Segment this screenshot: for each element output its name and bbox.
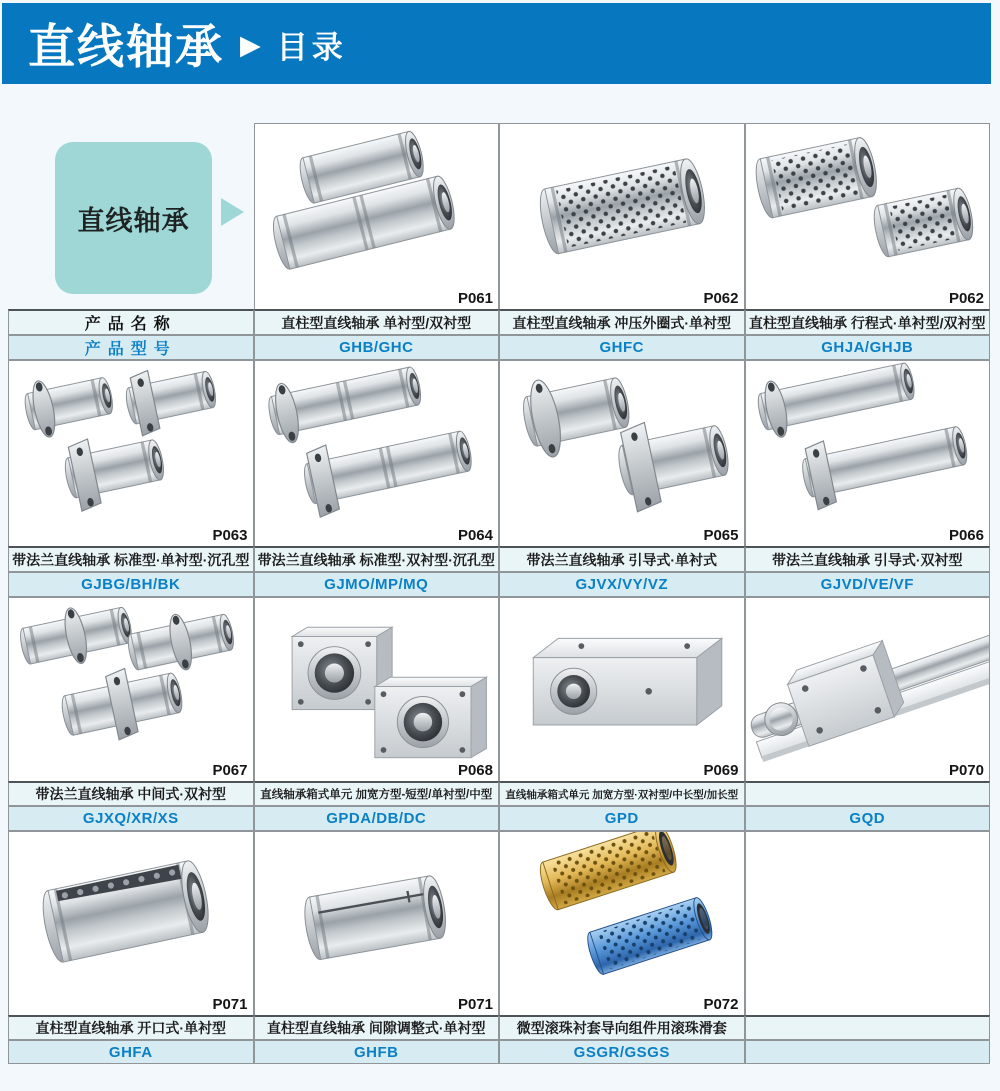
product-name-cell[interactable] — [8, 1015, 254, 1040]
product-image-cell[interactable] — [254, 123, 500, 309]
product-name: 直线轴承箱式单元 加宽方型·双衬型/中长型/加长型 — [505, 788, 739, 801]
product-model-cell[interactable] — [499, 806, 745, 831]
product-name-cell[interactable] — [745, 309, 991, 335]
product-image-cell[interactable] — [8, 597, 254, 781]
page-number: P069 — [703, 762, 739, 779]
product-model-cell[interactable] — [254, 806, 500, 831]
product-photo — [746, 124, 990, 303]
product-name-cell[interactable] — [8, 546, 254, 572]
product-model-cell[interactable] — [499, 1040, 745, 1064]
product-model-cell[interactable] — [499, 572, 745, 597]
product-name: 带法兰直线轴承 标准型·双衬型·沉孔型 — [257, 551, 495, 568]
product-model-cell[interactable] — [254, 1040, 500, 1064]
product-name-cell[interactable] — [254, 1015, 500, 1040]
product-model: GPDA/DB/DC — [326, 810, 427, 827]
page-number: P065 — [703, 527, 739, 544]
product-name-cell[interactable] — [254, 546, 500, 572]
product-model: GHB/GHC — [339, 339, 414, 356]
product-name: 直柱型直线轴承 间隙调整式·单衬型 — [266, 1020, 486, 1036]
product-model-cell[interactable] — [745, 806, 991, 831]
product-model-cell[interactable] — [8, 572, 254, 597]
product-photo — [500, 361, 744, 540]
product-model-cell[interactable] — [8, 806, 254, 831]
page-number: P064 — [457, 527, 493, 544]
name-header-label: 产品名称 — [84, 316, 177, 333]
page-number: P067 — [212, 762, 248, 779]
page-title: 直线轴承 — [28, 20, 224, 73]
product-image-cell[interactable] — [499, 360, 745, 546]
name-column-header — [8, 309, 254, 335]
product-model: GPD — [604, 810, 639, 827]
product-image-cell[interactable] — [254, 597, 500, 781]
product-photo — [255, 832, 499, 1009]
page-number: P071 — [212, 996, 248, 1013]
page-number: P070 — [948, 762, 984, 779]
product-photo — [9, 832, 253, 1009]
product-image-cell[interactable] — [499, 597, 745, 781]
page-number: P072 — [703, 996, 739, 1013]
product-name: 带法兰直线轴承 引导式·单衬式 — [526, 551, 718, 568]
product-photo — [9, 598, 253, 775]
product-image-cell[interactable] — [499, 831, 745, 1015]
product-name: 微型滚珠衬套导向组件用滚珠滑套 — [516, 1020, 727, 1036]
product-model-cell[interactable] — [499, 335, 745, 360]
product-name: 直线轴承箱式单元 加宽方型-短型/单衬型/中型 — [260, 789, 493, 801]
model-header-label: 产品型号 — [84, 341, 177, 358]
product-image-cell[interactable] — [8, 360, 254, 546]
product-name-cell[interactable] — [254, 781, 500, 806]
product-model: GJMO/MP/MQ — [324, 576, 429, 593]
product-name-cell[interactable] — [745, 546, 991, 572]
product-model: GJBG/BH/BK — [81, 576, 181, 593]
product-image-cell[interactable] — [745, 360, 991, 546]
product-image-cell[interactable] — [745, 597, 991, 781]
product-photo — [500, 124, 744, 303]
product-model: GJVX/VY/VZ — [575, 576, 669, 593]
product-model: GSGR/GSGS — [573, 1043, 670, 1061]
product-image-cell[interactable] — [254, 831, 500, 1015]
product-name: 带法兰直线轴承 引导式·双衬型 — [771, 551, 963, 568]
page-number: P061 — [457, 290, 493, 307]
product-image-cell[interactable] — [8, 831, 254, 1015]
product-model: GJVD/VE/VF — [820, 576, 914, 593]
product-model: GHFB — [354, 1043, 399, 1061]
page-number: P063 — [212, 527, 248, 544]
page-subtitle: 目录 — [276, 30, 347, 65]
product-photo — [746, 361, 990, 540]
product-name-cell[interactable] — [499, 309, 745, 335]
page-number: P066 — [948, 527, 984, 544]
product-photo — [746, 598, 990, 775]
catalog-table — [8, 123, 990, 1064]
page-number: P071 — [457, 996, 493, 1013]
product-photo — [746, 832, 990, 1009]
product-name: 直柱型直线轴承 单衬型/双衬型 — [281, 314, 472, 331]
product-name-cell[interactable] — [499, 781, 745, 806]
product-model-cell[interactable] — [254, 572, 500, 597]
product-photo — [9, 361, 253, 540]
product-model-cell[interactable] — [254, 335, 500, 360]
page-number: P062 — [948, 290, 984, 307]
product-photo — [255, 598, 499, 775]
product-model: GHFA — [108, 1043, 153, 1061]
product-model-cell[interactable] — [745, 335, 991, 360]
product-image-cell[interactable] — [254, 360, 500, 546]
product-photo — [255, 124, 499, 303]
product-name-cell[interactable] — [499, 1015, 745, 1040]
product-name-cell[interactable] — [499, 546, 745, 572]
product-photo — [500, 832, 744, 1009]
page-number: P068 — [457, 762, 493, 779]
product-name: 直柱型直线轴承 开口式·单衬型 — [35, 1020, 227, 1036]
product-model: GJXQ/XR/XS — [82, 810, 179, 827]
product-name-cell[interactable] — [745, 781, 991, 806]
page-number: P062 — [703, 290, 739, 307]
product-model: GHJA/GHJB — [821, 339, 914, 356]
arrow-icon: ▶ — [240, 30, 261, 60]
product-photo — [255, 361, 499, 540]
product-name: 带法兰直线轴承 中间式·双衬型 — [35, 786, 227, 802]
product-image-cell[interactable] — [745, 831, 991, 1015]
product-name-cell[interactable] — [254, 309, 500, 335]
product-name: 直柱型直线轴承 冲压外圈式·单衬型 — [512, 314, 732, 331]
product-name: 带法兰直线轴承 标准型·单衬型·沉孔型 — [12, 551, 250, 568]
product-model: GQD — [849, 810, 886, 827]
header-bar — [2, 3, 991, 84]
product-name: 直柱型直线轴承 行程式·单衬型/双衬型 — [749, 314, 986, 331]
product-model-cell[interactable] — [745, 572, 991, 597]
model-column-header — [8, 335, 254, 360]
product-photo — [500, 598, 744, 775]
product-model: GHFC — [599, 339, 644, 356]
product-name-cell[interactable] — [8, 781, 254, 806]
product-image-cell[interactable] — [745, 123, 991, 309]
category-spacer — [8, 123, 254, 309]
product-model-cell[interactable] — [745, 1040, 991, 1064]
product-name-cell[interactable] — [745, 1015, 991, 1040]
product-image-cell[interactable] — [499, 123, 745, 309]
category-label: 直线轴承 — [77, 205, 190, 236]
product-model-cell[interactable] — [8, 1040, 254, 1064]
